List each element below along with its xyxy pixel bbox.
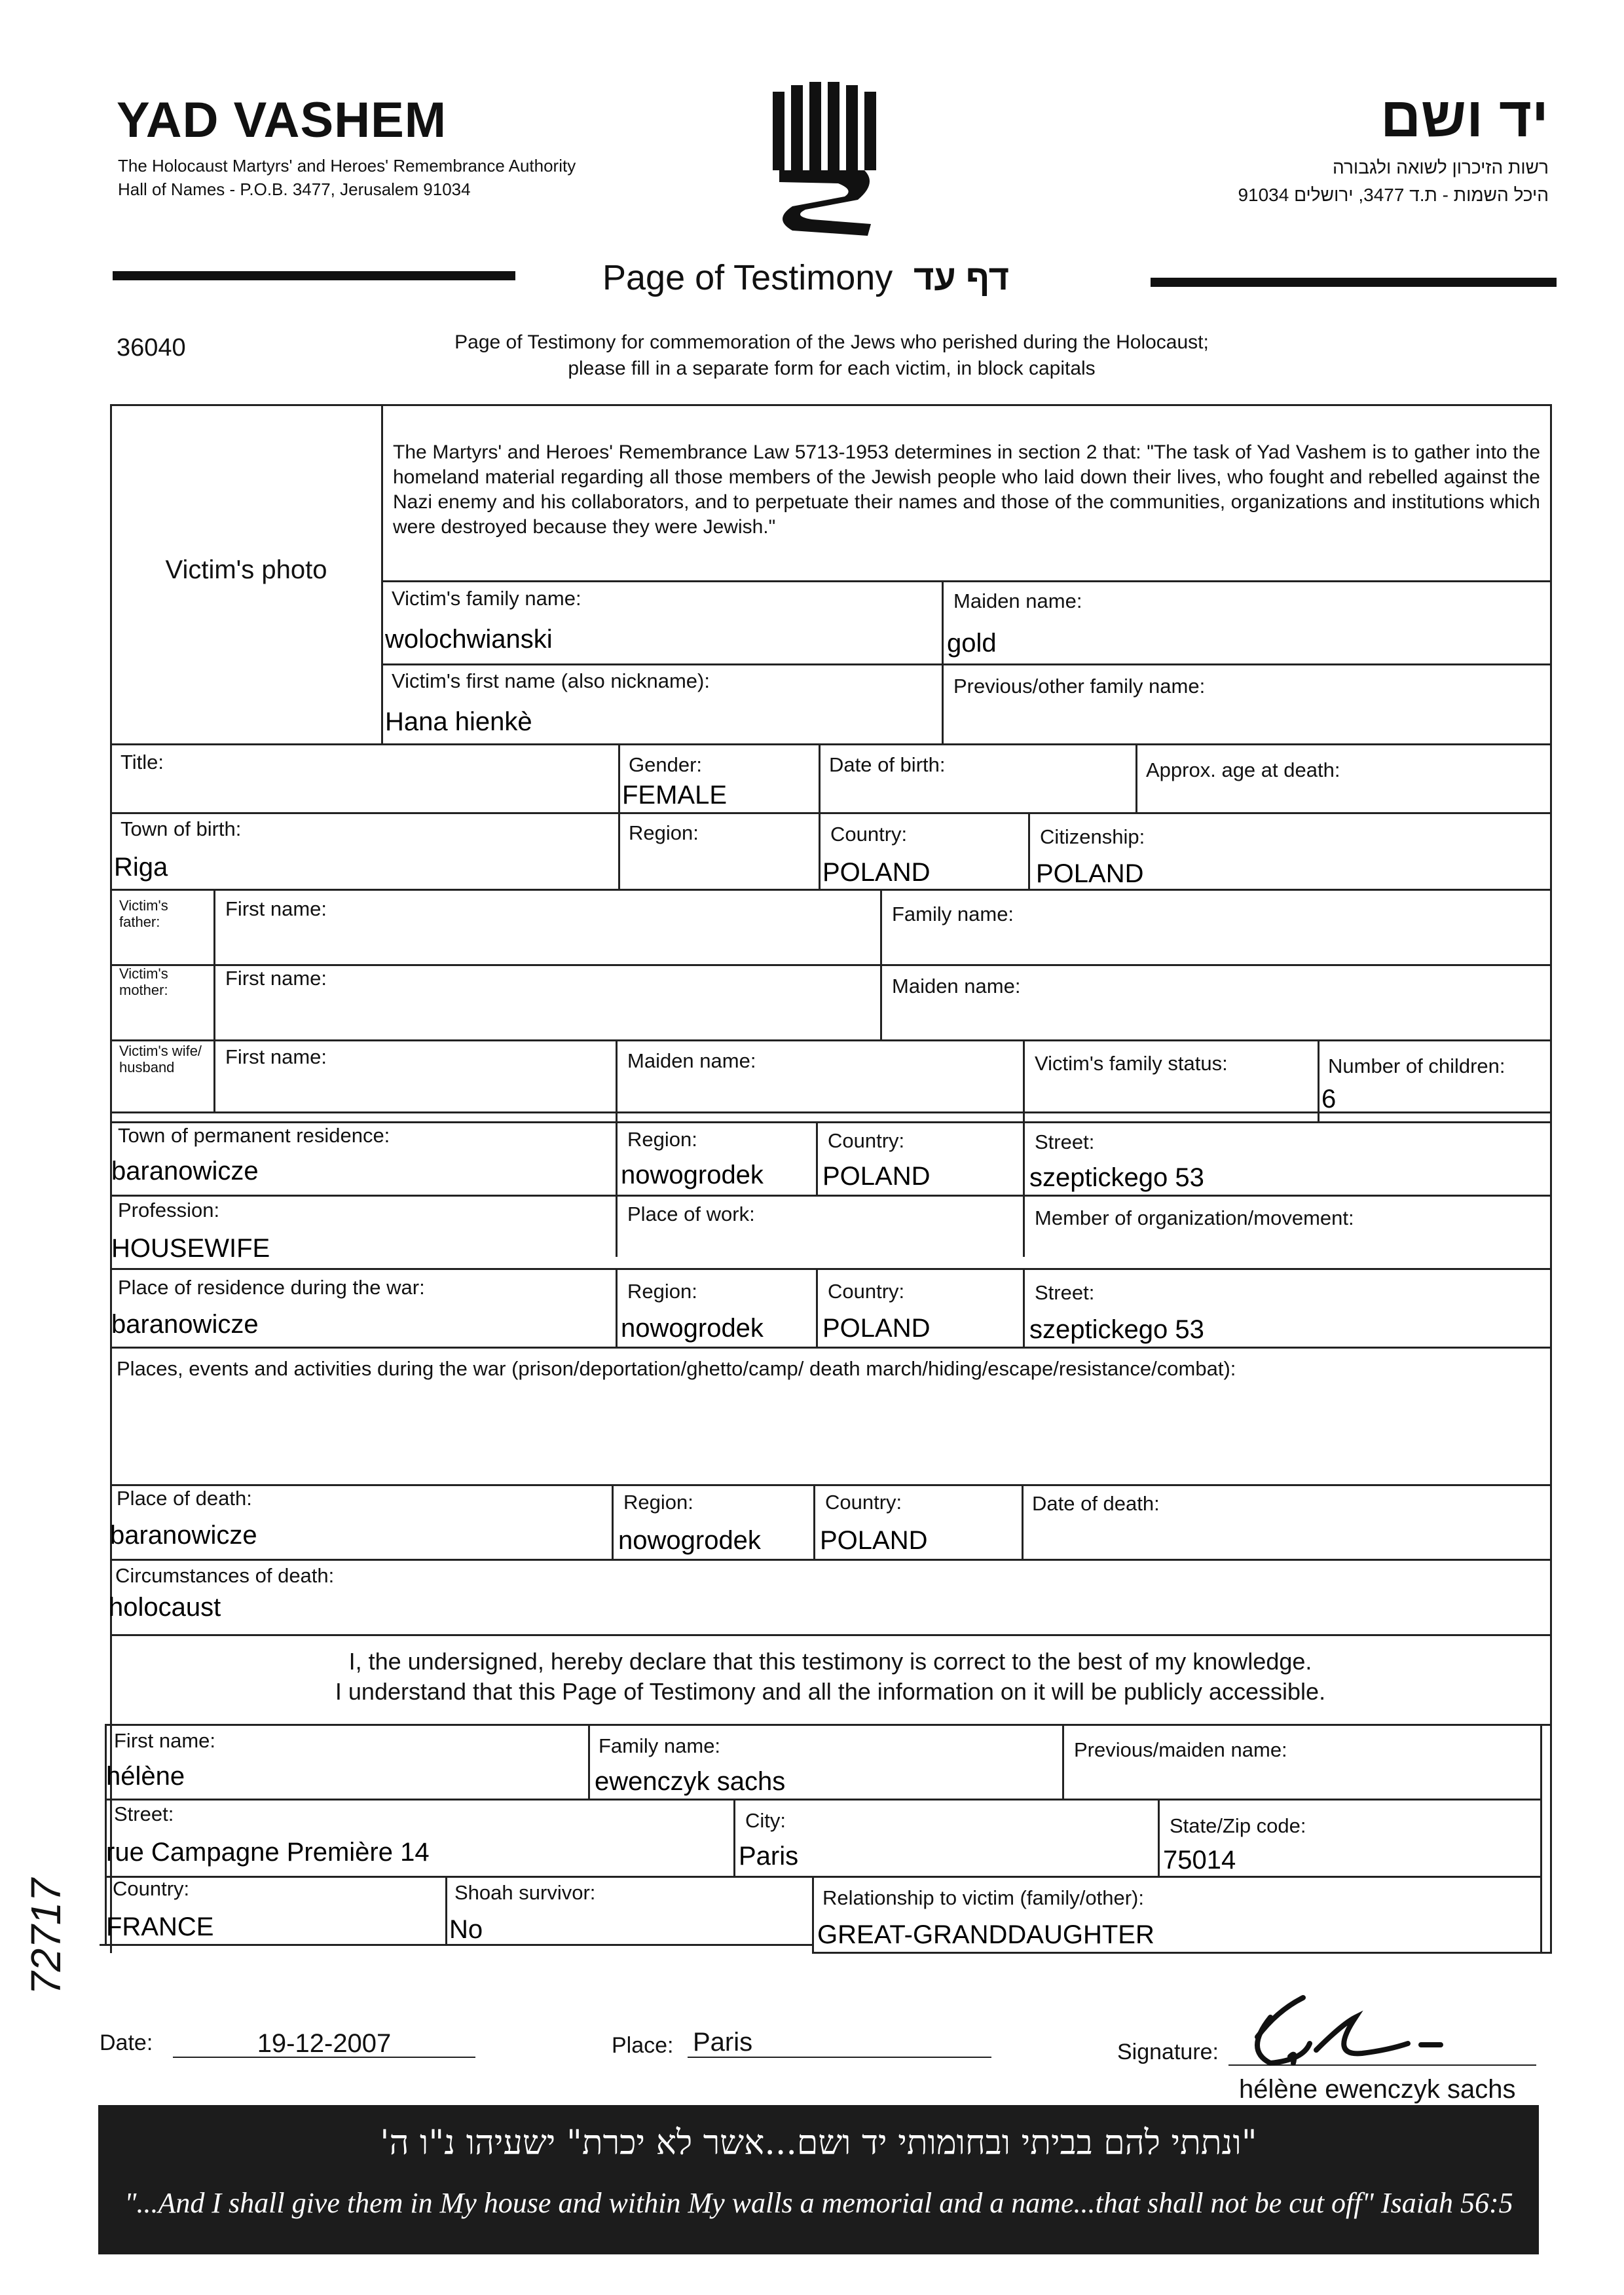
banner-hebrew-quote: "ונתתי להם בביתי ובחומותי יד ושם...אשר לא יכרת" ישעיהו נ"ו ה' — [380, 2123, 1257, 2163]
age-death-label: Approx. age at death: — [1146, 758, 1340, 781]
submitter-street-label: Street: — [114, 1802, 174, 1825]
residence-region-label: Region: — [627, 1128, 697, 1151]
org-address-hebrew: היכל השמות - ת.ד 3477, ירושלים 91034 — [1238, 185, 1549, 205]
family-name-label: Victim's family name: — [392, 587, 581, 610]
residence-town-label: Town of permanent residence: — [118, 1124, 390, 1147]
family-status-label: Victim's family status: — [1035, 1052, 1228, 1075]
death-place-label: Place of death: — [117, 1487, 252, 1510]
town-birth-label: Town of birth: — [120, 817, 242, 840]
victim-family-name[interactable]: wolochwianski — [385, 625, 553, 654]
circumstances-label: Circumstances of death: — [115, 1564, 335, 1587]
victim-num-children[interactable]: 6 — [1321, 1085, 1337, 1113]
law-text: The Martyrs' and Heroes' Remembrance Law 5713-1953 determines in section 2 that: "The task of Yad Vashem is to gather into the homeland material regarding all those members of the Jewish people who laid down their lives, who fought and rebelled against the Nazi enemy and his collaborators, and to perpetuate their names and those of the communities, organizations and institutions which were destroyed because they were Jewish." — [393, 441, 1540, 538]
relationship-label: Relationship to victim (family/other): — [822, 1886, 1144, 1909]
date-label: Date: — [100, 2030, 153, 2055]
submitter-country[interactable]: FRANCE — [106, 1912, 214, 1941]
org-subtitle: The Holocaust Martyrs' and Heroes' Remembrance Authority — [118, 156, 576, 176]
victim-war-country[interactable]: POLAND — [822, 1314, 931, 1343]
maiden-name-label: Maiden name: — [953, 589, 1082, 612]
victim-war-town[interactable]: baranowicze — [111, 1310, 259, 1339]
victim-residence-region[interactable]: nowogrodek — [621, 1161, 764, 1189]
victim-photo-label: Victim's photo — [165, 555, 327, 584]
submitter-country-label: Country: — [113, 1877, 190, 1900]
birth-region-label: Region: — [629, 821, 699, 844]
declaration-line-1: I, the undersigned, hereby declare that this testimony is correct to the best of my knowledge. — [348, 1648, 1312, 1675]
victim-war-region[interactable]: nowogrodek — [621, 1314, 764, 1343]
page-title-hebrew: דף עד — [913, 258, 1010, 297]
submitter-relationship[interactable]: GREAT-GRANDDAUGHTER — [817, 1920, 1154, 1949]
declaration-line-2: I understand that this Page of Testimony and all the information on it will be publicly accessible. — [335, 1678, 1326, 1705]
victim-photo-area[interactable] — [112, 406, 380, 741]
victim-death-place[interactable]: baranowicze — [110, 1521, 257, 1550]
submitter-family-name[interactable]: ewenczyk sachs — [595, 1767, 786, 1796]
war-country-label: Country: — [828, 1280, 905, 1303]
death-region-label: Region: — [623, 1491, 693, 1514]
org-name: YAD VASHEM — [117, 92, 447, 148]
submitter-zip-label: State/Zip code: — [1170, 1814, 1306, 1837]
submitter-street[interactable]: rue Campagne Première 14 — [106, 1838, 430, 1867]
war-street-label: Street: — [1035, 1281, 1095, 1304]
residence-country-label: Country: — [828, 1129, 905, 1152]
spouse-first-name-label: First name: — [225, 1045, 327, 1068]
yad-vashem-logo — [766, 79, 884, 255]
place-work-label: Place of work: — [627, 1203, 755, 1225]
spouse-maiden-name-label: Maiden name: — [627, 1049, 756, 1072]
death-country-label: Country: — [825, 1491, 902, 1514]
victim-citizenship[interactable]: POLAND — [1036, 859, 1144, 888]
victim-gender[interactable]: FEMALE — [622, 781, 728, 810]
date-field[interactable] — [173, 2029, 475, 2058]
dob-label: Date of birth: — [829, 753, 946, 776]
father-label: Victim's father: — [119, 897, 168, 930]
page-title: Page of Testimony — [602, 258, 893, 297]
form-number: 36040 — [117, 334, 186, 362]
submitter-city-label: City: — [745, 1809, 786, 1832]
spouse-label: Victim's wife/ husband — [119, 1043, 202, 1075]
intro-line-2: please fill in a separate form for each victim, in block capitals — [568, 358, 1096, 379]
title-rule-left — [113, 271, 515, 280]
victim-birth-country[interactable]: POLAND — [822, 858, 931, 887]
margin-number: 72717 — [22, 1878, 69, 1995]
father-family-name-label: Family name: — [892, 903, 1014, 925]
submitter-first-name-label: First name: — [114, 1729, 216, 1752]
places-events-label: Places, events and activities during the war (prison/deportation/ghetto/camp/ death march/hiding/escape/resistance/combat): — [117, 1357, 1236, 1380]
victim-residence-country[interactable]: POLAND — [822, 1162, 931, 1191]
gender-label: Gender: — [629, 753, 703, 776]
victim-town-birth[interactable]: Riga — [114, 853, 168, 882]
banner-english-quote: "...And I shall give them in My house and within My walls a memorial and a name...that shall not be cut off" Isaiah 56:5 — [124, 2187, 1513, 2219]
submitter-prev-name-label: Previous/maiden name: — [1074, 1738, 1287, 1761]
victim-death-country[interactable]: POLAND — [820, 1526, 928, 1555]
submission-date: 19-12-2007 — [257, 2029, 392, 2058]
victim-maiden-name[interactable]: gold — [947, 629, 997, 658]
mother-maiden-name-label: Maiden name: — [892, 975, 1021, 998]
submitter-first-name[interactable]: hélène — [106, 1762, 185, 1791]
residence-street-label: Street: — [1035, 1130, 1095, 1153]
member-org-label: Member of organization/movement: — [1035, 1206, 1354, 1229]
prev-family-name-label: Previous/other family name: — [953, 675, 1206, 698]
submission-place: Paris — [693, 2028, 753, 2057]
submitter-city[interactable]: Paris — [739, 1842, 799, 1871]
birth-country-label: Country: — [830, 823, 908, 846]
victim-residence-street[interactable]: szeptickego 53 — [1029, 1163, 1204, 1192]
quote-banner — [98, 2105, 1539, 2254]
org-name-hebrew: יד ושם — [1380, 86, 1549, 149]
profession-label: Profession: — [118, 1199, 220, 1222]
signature-scribble — [1231, 1985, 1467, 2076]
submitter-printed-name: hélène ewenczyk sachs — [1239, 2075, 1516, 2104]
submitter-zip[interactable]: 75014 — [1163, 1846, 1236, 1875]
org-address: Hall of Names - P.O.B. 3477, Jerusalem 91034 — [118, 179, 471, 199]
title-label: Title: — [120, 751, 164, 774]
shoah-survivor-label: Shoah survivor: — [454, 1881, 596, 1904]
father-first-name-label: First name: — [225, 897, 327, 920]
signature-label: Signature: — [1117, 2040, 1219, 2064]
place-label: Place: — [612, 2033, 674, 2058]
victim-death-region[interactable]: nowogrodek — [618, 1526, 761, 1555]
death-date-label: Date of death: — [1032, 1492, 1160, 1515]
mother-first-name-label: First name: — [225, 967, 327, 990]
mother-label: Victim's mother: — [119, 965, 168, 998]
victim-war-street[interactable]: szeptickego 53 — [1029, 1315, 1204, 1344]
submitter-family-name-label: Family name: — [599, 1734, 721, 1757]
victim-residence-town[interactable]: baranowicze — [111, 1157, 259, 1185]
victim-first-name[interactable]: Hana hienkè — [385, 707, 532, 736]
num-children-label: Number of children: — [1328, 1054, 1505, 1077]
first-name-label: Victim's first name (also nickname): — [392, 669, 710, 692]
submitter-survivor[interactable]: No — [449, 1915, 483, 1944]
victim-circumstances[interactable]: holocaust — [109, 1593, 221, 1622]
org-subtitle-hebrew: רשות הזיכרון לשואה ולגבורה — [1333, 157, 1549, 177]
place-field[interactable] — [688, 2028, 991, 2058]
citizenship-label: Citizenship: — [1040, 825, 1145, 848]
war-region-label: Region: — [627, 1280, 697, 1303]
intro-line-1: Page of Testimony for commemoration of the Jews who perished during the Holocaust; — [454, 331, 1209, 353]
victim-profession[interactable]: HOUSEWIFE — [111, 1234, 270, 1263]
war-residence-label: Place of residence during the war: — [118, 1276, 425, 1299]
title-rule-right — [1151, 278, 1557, 287]
